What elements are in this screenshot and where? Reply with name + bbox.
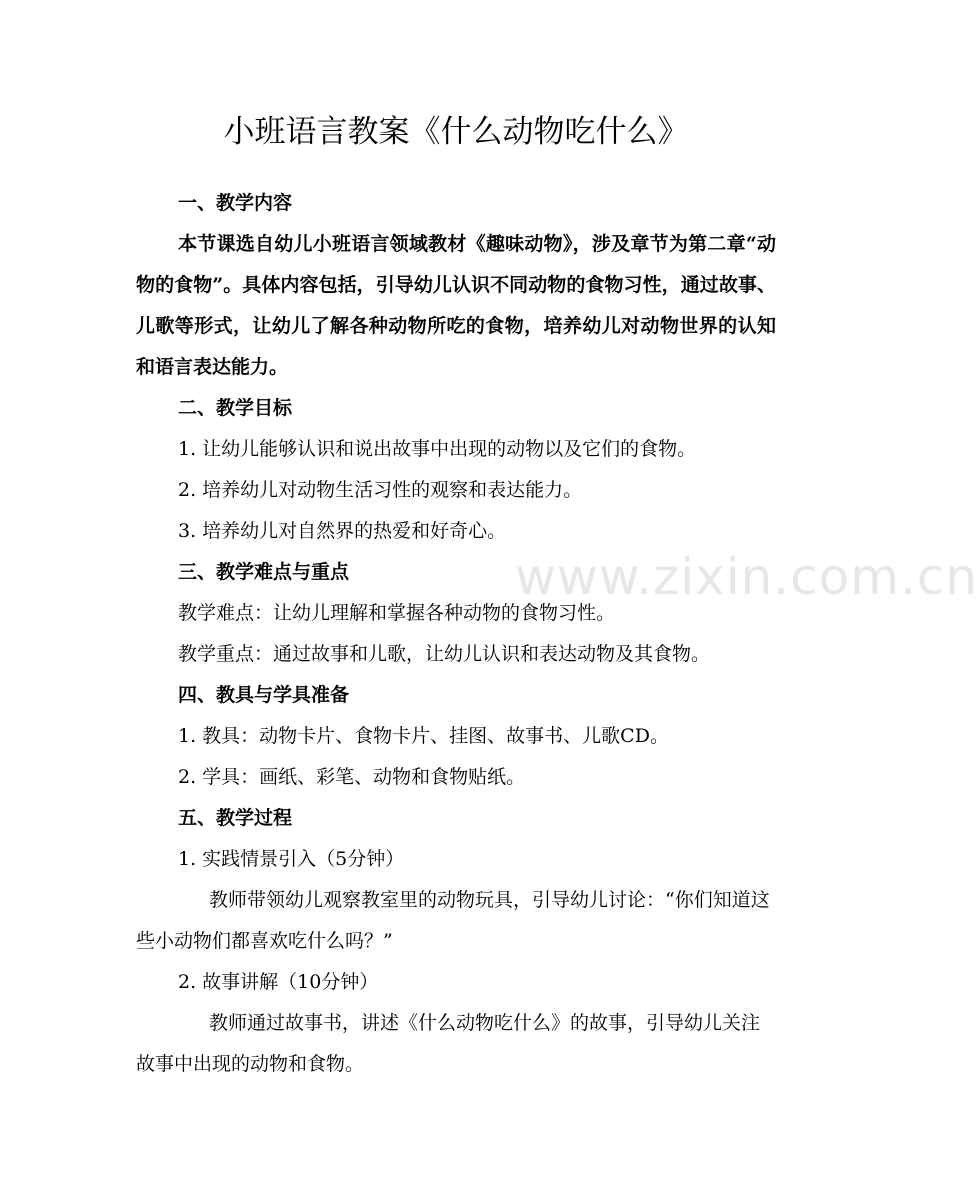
- process-step-2-title: 2. 故事讲解（10分钟）: [178, 971, 379, 993]
- section-content-body: 本节课选自幼儿小班语言领域教材《趣味动物》，涉及章节为第二章“动物的食物”。具体内容包括，引导幼儿认识不同动物的食物习性，通过故事、儿歌等形式，让幼儿了解各种动物所吃的食物，培养幼儿对动物世界的认知和语言表达能力。: [136, 233, 776, 378]
- materials-item-1: 1. 教具：动物卡片、食物卡片、挂图、故事书、儿歌CD。: [178, 725, 669, 747]
- section-heading-difficulty: 三、教学难点与重点: [178, 561, 350, 583]
- goal-item-3: 3. 培养幼儿对自然界的热爱和好奇心。: [178, 520, 507, 542]
- watermark: www.zixin.com.cn: [515, 548, 978, 606]
- section-heading-goals: 二、教学目标: [178, 397, 293, 419]
- document-content: [136, 108, 776, 1085]
- materials-item-2: 2. 学具：画纸、彩笔、动物和食物贴纸。: [178, 766, 526, 788]
- teaching-difficulty: 教学难点：让幼儿理解和掌握各种动物的食物习性。: [178, 602, 616, 624]
- goal-item-2: 2. 培养幼儿对动物生活习性的观察和表达能力。: [178, 479, 583, 501]
- document-title: 小班语言教案《什么动物吃什么》: [223, 114, 689, 150]
- process-step-2-body: 教师通过故事书，讲述《什么动物吃什么》的故事，引导幼儿关注故事中出现的动物和食物。: [136, 1012, 761, 1075]
- goal-item-1: 1. 让幼儿能够认识和说出故事中出现的动物以及它们的食物。: [178, 438, 697, 460]
- section-heading-process: 五、教学过程: [178, 807, 293, 829]
- section-heading-materials: 四、教具与学具准备: [178, 684, 350, 706]
- section-heading-content: 一、教学内容: [178, 192, 293, 214]
- process-step-1-title: 1. 实践情景引入（5分钟）: [178, 848, 405, 870]
- process-step-1-body: 教师带领幼儿观察教室里的动物玩具，引导幼儿讨论：“你们知道这些小动物们都喜欢吃什么吗？”: [136, 889, 770, 952]
- teaching-key-point: 教学重点：通过故事和儿歌，让幼儿认识和表达动物及其食物。: [178, 643, 711, 665]
